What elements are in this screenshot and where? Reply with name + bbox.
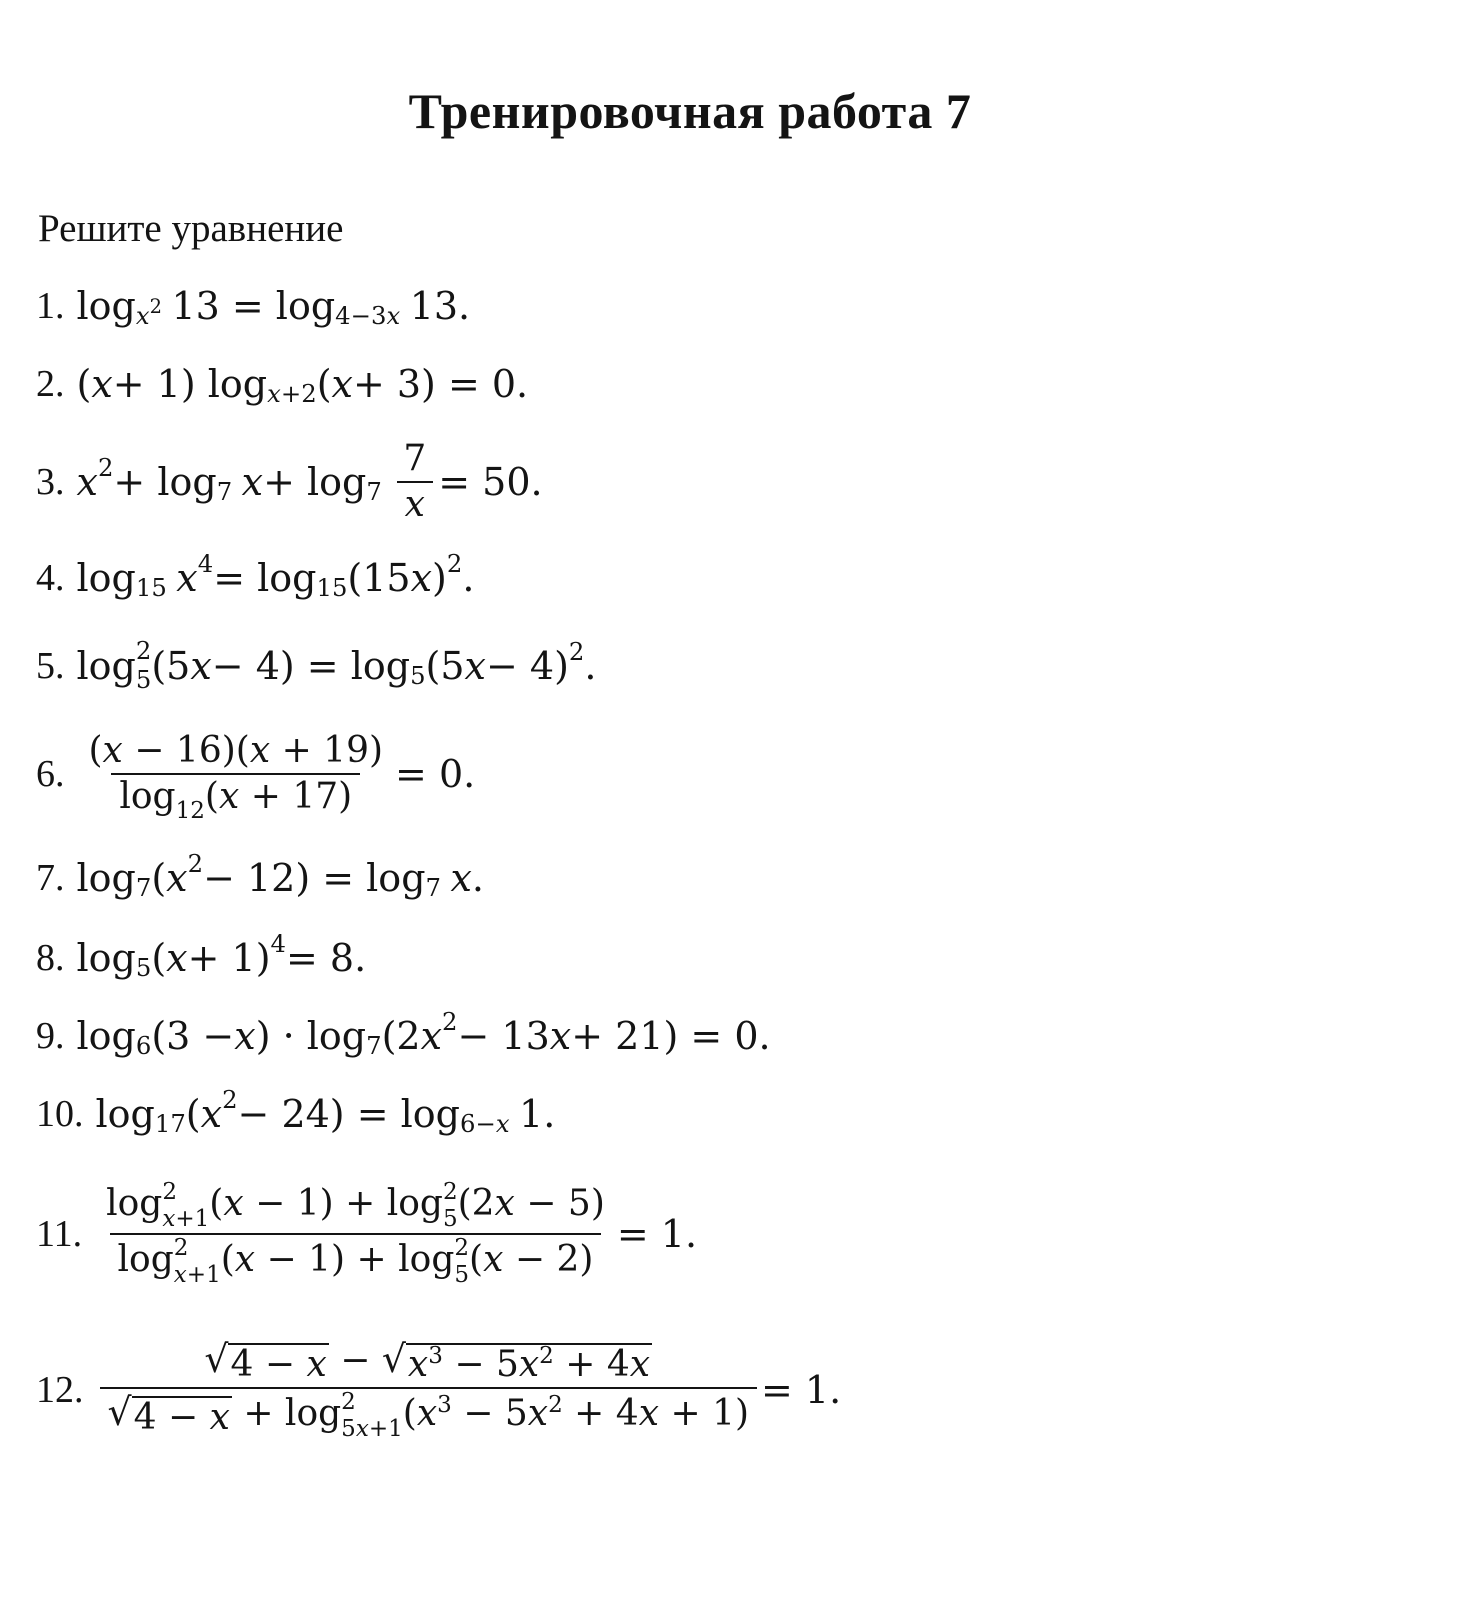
equation: $\frac{(x - 16)(x + 19)}{\log_{12}(x + 17)}$ = 0. <box>77 733 476 815</box>
fraction: $\frac{7}{x}$ <box>395 441 434 523</box>
equation: log 5 ( x + 1) 4 = 8. <box>76 929 367 983</box>
equation: log 2 x+1 (x − 1) + log 2 5 (2x − 5) log 2 x+1 (x − 1) + log 2 5 (x − 2) = 1. <box>94 1183 697 1285</box>
equation: log $x^2$ 13 = log 4−3x 13. <box>76 284 471 331</box>
equation: x 2 + log 7 x + log 7 $\frac{7}{x}$ = 50. <box>76 438 543 525</box>
equation: log 6 (3 − x ) · log 7 (2 x 2 − 13 x + 21) = 0. <box>76 1007 771 1061</box>
square-root: √ 4 − x <box>107 1390 230 1438</box>
problem-number: 5. <box>36 645 65 687</box>
problem-number: 6. <box>36 753 65 795</box>
problem-1 <box>36 276 470 336</box>
square-root: √ 4 − x <box>204 1336 327 1385</box>
fraction: √ 4 − x − √ $x^3 - 5x^2 + 4x$ √ 4 − x + log 2 5x+1 $(x^3 - 5x^2 + 4x + 1)$ <box>100 1341 758 1439</box>
page-title: Тренировочная работа 7 <box>408 83 972 139</box>
problem-number: 2. <box>36 363 65 405</box>
equation: log 2 5 (5 x − 4) = log 5 (5 x − 4) 2 . <box>76 636 597 695</box>
problem-number: 11. <box>36 1213 83 1255</box>
equation: ( x + 1) log x+2 ( x + 3) = 0. <box>76 362 529 409</box>
instruction-text: Решите уравнение <box>38 207 344 250</box>
fraction: log 2 x+1 (x − 1) + log 2 5 (2x − 5) log 2 x+1 (x − 1) + log 2 5 (x − 2) <box>106 1178 605 1289</box>
problem-number: 1. <box>36 285 65 327</box>
problem-10 <box>36 1084 555 1144</box>
equation: √ 4 − x − √ $x^3 - 5x^2 + 4x$ √ 4 − x + log 2 5x+1 $(x^3 - 5x^2 + 4x + 1)$ = 1. <box>96 1341 842 1439</box>
equation: log 15 x 4 = log 15 (15 x ) 2 . <box>76 549 475 603</box>
problem-2 <box>36 354 528 414</box>
problem-number: 9. <box>36 1015 65 1057</box>
problem-5 <box>36 636 596 696</box>
problem-3 <box>36 438 543 525</box>
equation: log 7 ( x 2 − 12) = log 7 x . <box>76 849 485 903</box>
problem-11 <box>36 1178 698 1289</box>
problem-number: 12. <box>36 1369 84 1411</box>
problem-number: 3. <box>36 461 65 503</box>
problem-9 <box>36 1006 771 1066</box>
problem-number: 4. <box>36 557 65 599</box>
problem-7 <box>36 848 484 908</box>
problem-number: 10. <box>36 1093 84 1135</box>
problem-12 <box>36 1336 842 1443</box>
fraction: $\frac{(x - 16)(x + 19)}{\log_{12}(x + 17)}$ <box>88 730 384 824</box>
problem-number: 7. <box>36 857 65 899</box>
problem-6 <box>36 730 476 824</box>
problem-8 <box>36 928 366 988</box>
problem-number: 8. <box>36 937 65 979</box>
equation: log 17 ( x 2 − 24) = log 6−x 1. <box>95 1085 556 1139</box>
square-root: √ $x^3 - 5x^2 + 4x$ <box>381 1336 651 1385</box>
problem-4 <box>36 548 474 608</box>
